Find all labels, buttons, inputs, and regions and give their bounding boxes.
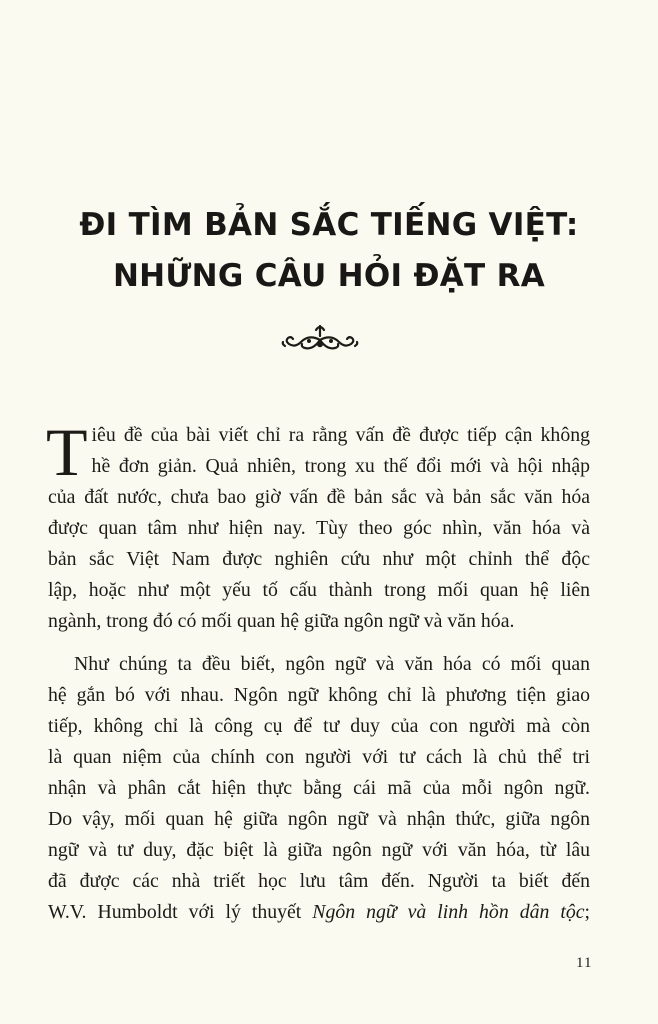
paragraph-2-line: Như chúng ta đều biết, ngôn ngữ và văn hóa có mối quan [74, 653, 590, 675]
paragraph-1-line: bản sắc Việt Nam được nghiên cứu như một chỉnh thể độc [48, 548, 590, 570]
body-text [46, 414, 591, 928]
paragraph-1-line: iêu đề của bài viết chỉ ra rằng vấn đề được tiếp cận không [91, 424, 590, 446]
paragraph-2-line: hệ gắn bó với nhau. Ngôn ngữ không chỉ là phương tiện giao [48, 684, 590, 706]
drop-cap: T [46, 414, 88, 490]
paragraph-1-line: lập, hoặc như một yếu tố cấu thành trong mối quan hệ liên [48, 579, 590, 601]
chapter-title-line-2: NHỮNG CÂU HỎI ĐẶT RA [112, 258, 546, 294]
paragraph-2-line: Do vậy, mối quan hệ giữa ngôn ngữ và nhận thức, giữa ngôn [48, 808, 590, 830]
paragraph-2-line: tiếp, không chỉ là công cụ để tư duy của con người mà còn [48, 715, 590, 737]
paragraph-1-line: ngành, trong đó có mối quan hệ giữa ngôn ngữ và văn hóa. [48, 610, 515, 632]
last-line-start: W.V. Humboldt với lý thuyết [48, 901, 313, 923]
fleuron-ornament-icon [279, 320, 361, 360]
paragraph-2-last-line [48, 897, 590, 928]
page-number: 11 [576, 955, 593, 971]
chapter-title [0, 200, 658, 302]
paragraph-1 [46, 414, 590, 637]
paragraph-1-line: hề đơn giản. Quả nhiên, trong xu thế đổi mới và hội nhập [91, 455, 590, 477]
paragraph-1-line: của đất nước, chưa bao giờ vấn đề bản sắc và bản sắc văn hóa [48, 486, 590, 508]
paragraph-1-line: được quan tâm như hiện nay. Tùy theo góc nhìn, văn hóa và [48, 517, 590, 539]
book-title-italic: Ngôn ngữ và linh hồn dân tộc [312, 901, 585, 923]
paragraph-2-line: là quan niệm của chính con người với tư cách là chủ thể tri [48, 746, 590, 768]
last-line-end: ; [584, 901, 591, 923]
paragraph-2-line: đã được các nhà triết học lưu tâm đến. Người ta biết đến [48, 870, 590, 892]
paragraph-2 [48, 649, 590, 928]
chapter-title-line-1: ĐI TÌM BẢN SẮC TIẾNG VIỆT: [79, 207, 579, 243]
paragraph-2-line: nhận và phân cắt hiện thực bằng cái mã của mỗi ngôn ngữ. [48, 777, 590, 799]
paragraph-2-line: ngữ và tư duy, đặc biệt là giữa ngôn ngữ với văn hóa, từ lâu [48, 839, 590, 861]
